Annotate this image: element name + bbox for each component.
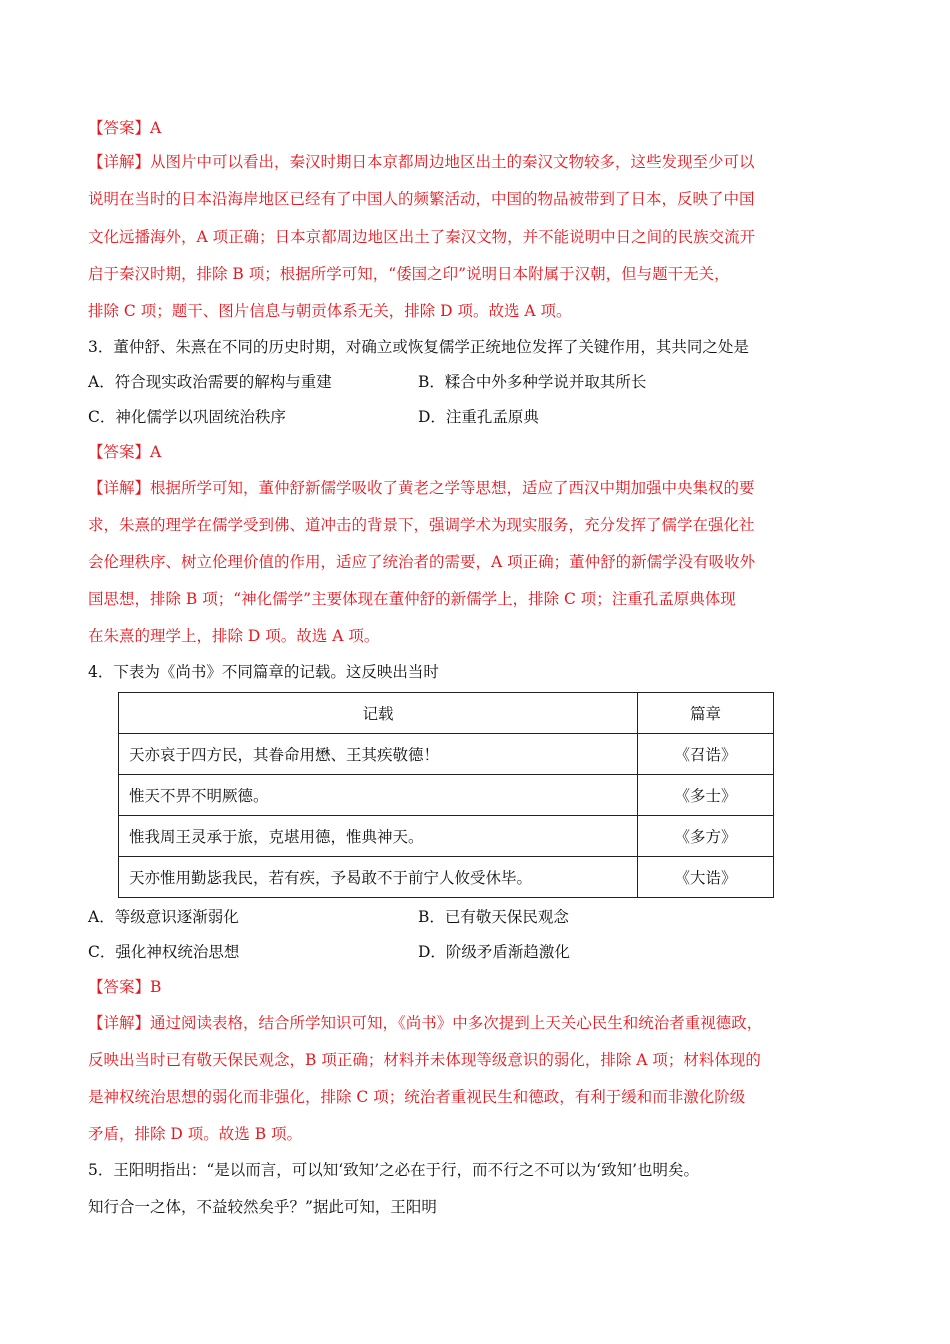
q4-detail-line: 是神权统治思想的弱化而非强化，排除 C 项；统治者重视民生和德政，有利于缓和而非激化阶级: [88, 1088, 746, 1106]
q3-detail-line: 【详解】根据所学可知，董仲舒新儒学吸收了黄老之学等思想，适应了西汉中期加强中央集权的要: [88, 479, 755, 497]
chapter-cell: 《多士》: [638, 775, 774, 816]
q4-stem: 4．下表为《尚书》不同篇章的记载。这反映出当时: [88, 663, 439, 681]
table-header-record: 记载: [119, 693, 638, 734]
q3-option-b: B．糅合中外多种学说并取其所长: [418, 373, 647, 391]
q4-option-c: C．强化神权统治思想: [88, 943, 240, 961]
q4-answer: 【答案】B: [88, 978, 162, 996]
table-header-row: [119, 693, 774, 734]
table-row: [119, 734, 774, 775]
record-cell: 天亦惟用勤毖我民，若有疾，予曷敢不于前宁人攸受休毕。: [119, 857, 638, 898]
record-cell: 惟天不畀不明厥德。: [119, 775, 638, 816]
table-row: [119, 775, 774, 816]
q4-detail-line: 【详解】通过阅读表格，结合所学知识可知，《尚书》中多次提到上天关心民生和统治者重视德政，: [88, 1014, 763, 1032]
q3-detail-line: 会伦理秩序、树立伦理价值的作用，适应了统治者的需要，A 项正确；董仲舒的新儒学没有吸收外: [88, 553, 756, 571]
q5-stem-line: 知行合一之体，不益较然矣乎？”据此可知，王阳明: [88, 1198, 437, 1216]
records-table: [118, 692, 774, 898]
q4-detail-line: 反映出当时已有敬天保民观念，B 项正确；材料并未体现等级意识的弱化，排除 A 项；材料体现的: [88, 1051, 761, 1069]
q2-detail-line: 排除 C 项；题干、图片信息与朝贡体系无关，排除 D 项。故选 A 项。: [88, 302, 572, 320]
q3-detail-line: 国思想，排除 B 项；“神化儒学”主要体现在董仲舒的新儒学上，排除 C 项；注重孔孟原典体现: [88, 590, 736, 608]
q3-option-a: A．符合现实政治需要的解构与重建: [88, 373, 332, 391]
q5-stem-line: 5．王阳明指出：“是以而言，可以知‘致知’之必在于行，而不行之不可以为‘致知’也明矣。: [88, 1161, 699, 1179]
q4-option-b: B．已有敬天保民观念: [418, 908, 569, 926]
q3-detail-line: 求，朱熹的理学在儒学受到佛、道冲击的背景下，强调学术为现实服务，充分发挥了儒学在强化社: [88, 516, 755, 534]
chapter-cell: 《多方》: [638, 816, 774, 857]
q3-stem: 3．董仲舒、朱熹在不同的历史时期，对确立或恢复儒学正统地位发挥了关键作用，其共同之处是: [88, 338, 749, 356]
record-cell: 惟我周王灵承于旅，克堪用德，惟典神天。: [119, 816, 638, 857]
table-row: [119, 816, 774, 857]
q3-option-d: D．注重孔孟原典: [418, 408, 539, 426]
q3-detail-line: 在朱熹的理学上，排除 D 项。故选 A 项。: [88, 627, 380, 645]
q4-option-a: A．等级意识逐渐弱化: [88, 908, 239, 926]
table-header-chapter: 篇章: [638, 693, 774, 734]
q2-detail-line: 文化远播海外，A 项正确；日本京都周边地区出土了秦汉文物，并不能说明中日之间的民族交流开: [88, 228, 756, 246]
table-row: [119, 857, 774, 898]
q2-detail-line: 【详解】从图片中可以看出，秦汉时期日本京都周边地区出土的秦汉文物较多，这些发现至少可以: [88, 153, 755, 171]
q4-detail-line: 矛盾，排除 D 项。故选 B 项。: [88, 1125, 303, 1143]
chapter-cell: 《召诰》: [638, 734, 774, 775]
q4-option-d: D．阶级矛盾渐趋激化: [418, 943, 570, 961]
q3-option-c: C．神化儒学以巩固统治秩序: [88, 408, 286, 426]
q2-answer: 【答案】A: [88, 119, 162, 137]
q3-answer: 【答案】A: [88, 443, 162, 461]
q2-detail-line: 启于秦汉时期，排除 B 项；根据所学可知，“倭国之印”说明日本附属于汉朝，但与题干无关，: [88, 265, 730, 283]
q2-detail-line: 说明在当时的日本沿海岸地区已经有了中国人的频繁活动，中国的物品被带到了日本，反映了中国: [88, 190, 755, 208]
record-cell: 天亦哀于四方民，其眷命用懋、王其疾敬德！: [119, 734, 638, 775]
chapter-cell: 《大诰》: [638, 857, 774, 898]
